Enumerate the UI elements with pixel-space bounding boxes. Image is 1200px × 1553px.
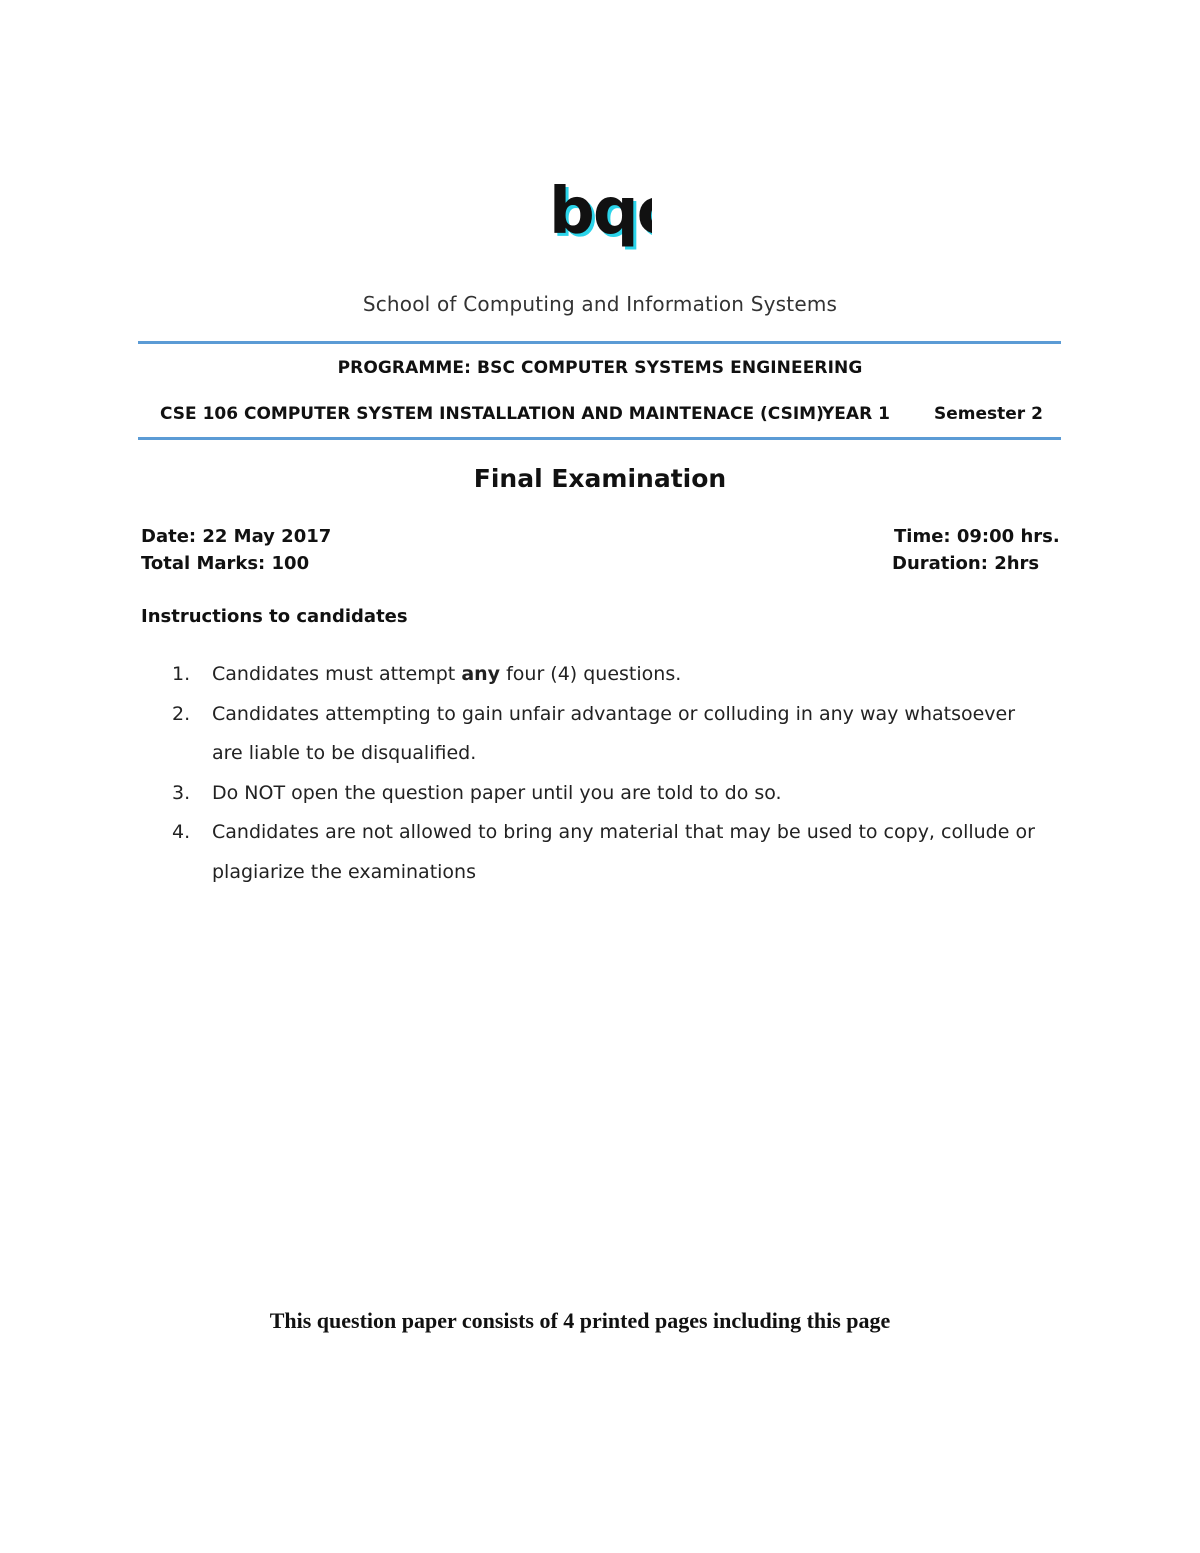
instructions-list xyxy=(172,655,1042,892)
exam-title: Final Examination xyxy=(473,464,727,493)
course-line xyxy=(160,404,1050,424)
course-year: YEAR 1 xyxy=(822,404,890,424)
page-count-note: This question paper consists of 4 printed pages including this page xyxy=(269,1308,891,1333)
exam-duration: Duration: 2hrs xyxy=(892,553,1040,574)
instructions-heading: Instructions to candidates xyxy=(141,606,408,627)
instruction-text: Do NOT open the question paper until you are told to do so. xyxy=(212,781,782,804)
instruction-text: Candidates must attempt xyxy=(212,663,462,685)
instruction-item-4 xyxy=(172,813,1042,892)
exam-total-marks: Total Marks: 100 xyxy=(141,553,310,574)
instruction-text: four (4) questions. xyxy=(500,663,682,685)
instruction-text: Candidates attempting to gain unfair advantage or colluding in any way whatsoever are liable to be disqualified. xyxy=(212,702,1016,764)
exam-date: Date: 22 May 2017 xyxy=(141,526,332,547)
instruction-number: 2. xyxy=(172,702,191,725)
instruction-item-3 xyxy=(172,774,1042,814)
instruction-number: 1. xyxy=(172,663,191,685)
header-divider-top xyxy=(138,341,1061,344)
course-semester: Semester 2 xyxy=(934,404,1043,424)
school-name: School of Computing and Information Systems xyxy=(362,292,838,316)
instruction-item-2 xyxy=(172,695,1042,774)
programme-title: PROGRAMME: BSC COMPUTER SYSTEMS ENGINEERING xyxy=(337,358,863,378)
instruction-number: 3. xyxy=(172,781,191,804)
instruction-item-1 xyxy=(172,655,1042,695)
course-title: CSE 106 COMPUTER SYSTEM INSTALLATION AND MAINTENACE (CSIM) xyxy=(160,404,824,424)
institution-logo xyxy=(548,180,652,250)
logo-text-outline: bq xyxy=(552,180,640,250)
exam-time: Time: 09:00 hrs. xyxy=(894,526,1060,547)
instruction-text: Candidates are not allowed to bring any material that may be used to copy, collude or plagiarize the examinations xyxy=(212,821,1035,883)
logo-text: bq xyxy=(549,180,637,249)
header-divider-bottom xyxy=(138,437,1061,440)
instruction-number: 4. xyxy=(172,821,191,843)
instruction-emphasis: any xyxy=(461,663,501,685)
